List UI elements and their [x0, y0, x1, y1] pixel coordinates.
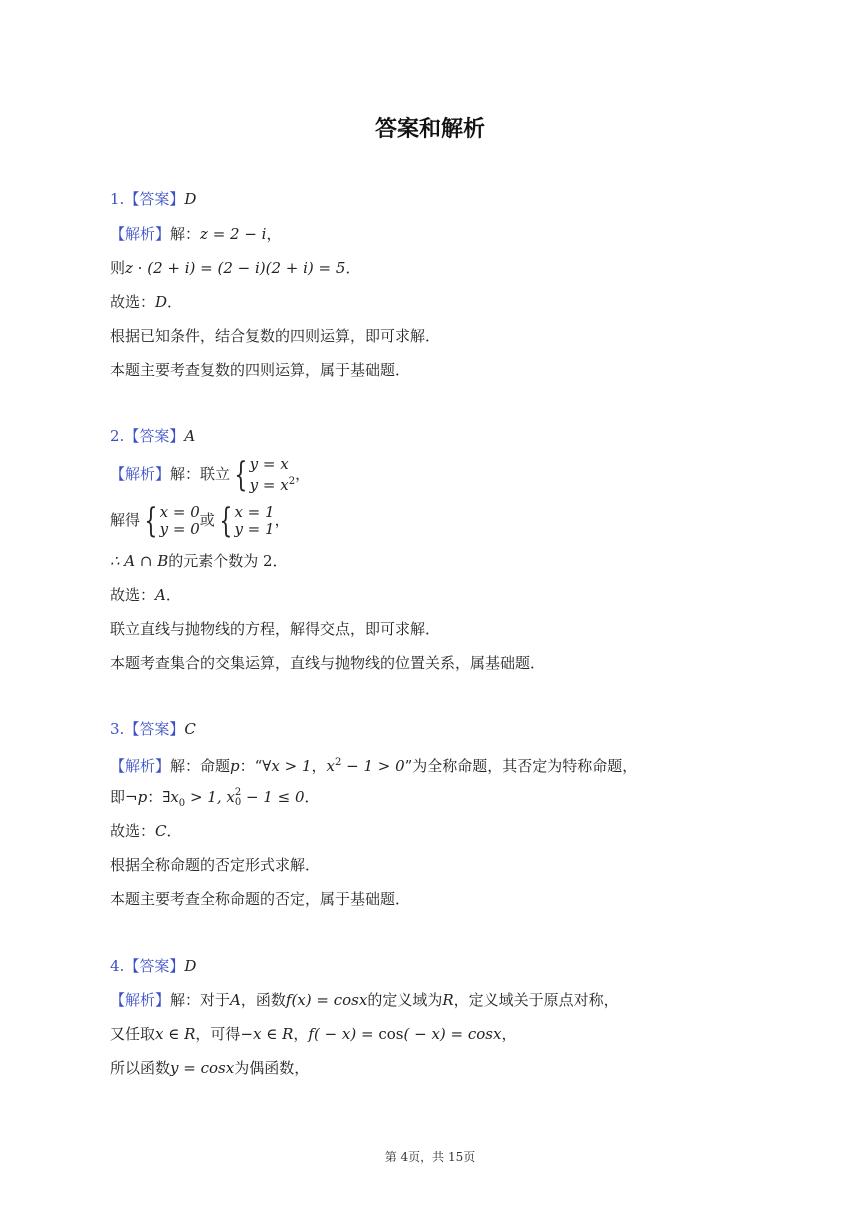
math: > 1,: [185, 788, 227, 806]
math: p: [137, 788, 148, 806]
q1-answer-line: [110, 189, 196, 209]
text: 解：对于: [170, 991, 231, 1009]
q2-analysis-line-4: [110, 585, 181, 605]
math: cos: [378, 1025, 404, 1043]
math: f(x) = cosx: [285, 991, 368, 1009]
text: 解得: [110, 511, 141, 529]
text: 解：联立: [170, 465, 231, 483]
q4-analysis-line-3: [110, 1058, 309, 1078]
superscript: 2: [234, 787, 242, 798]
text: ．: [165, 586, 181, 604]
text: 解：命题: [170, 757, 231, 775]
math: x: [326, 757, 335, 775]
math: y = x: [249, 476, 289, 494]
math: C: [155, 822, 167, 840]
superscript: 2: [288, 476, 296, 487]
q3-analysis-line-2: [110, 787, 320, 814]
math: z = 2 − i: [200, 225, 267, 243]
q2-answer-line: [110, 426, 195, 446]
q3-analysis-line-1: [110, 753, 637, 776]
math: x > 1: [271, 757, 312, 775]
math: R: [442, 991, 454, 1009]
text: 故选：: [110, 822, 156, 840]
math: ( − x) = cosx: [403, 1025, 502, 1043]
text: ，函数: [240, 991, 286, 1009]
math: p: [230, 757, 240, 775]
q2-analysis-line-6: 本题考查集合的交集运算，直线与抛物线的位置关系，属基础题．: [110, 654, 546, 672]
text: ，: [295, 465, 311, 483]
analysis-tag: 【解析】: [110, 225, 171, 243]
text: 为偶函数，: [234, 1059, 310, 1077]
equation-system: { x = 1 y = 1: [219, 501, 275, 541]
superscript: 2: [334, 757, 342, 768]
q1-analysis-line-2: [110, 258, 360, 278]
math: y = 0: [159, 520, 200, 538]
q4-analysis-line-1: [110, 990, 619, 1010]
math: x: [226, 788, 235, 806]
subscript: 0: [178, 798, 186, 809]
equation-system: { x = 0 y = 0: [144, 501, 200, 541]
math: − 1 > 0: [341, 757, 405, 775]
q3-analysis-line-3: [110, 821, 182, 841]
text: 即¬: [110, 788, 138, 806]
q1-analysis-line-1: [110, 224, 282, 244]
q3-analysis-line-5: 本题主要考查全称命题的否定，属于基础题．: [110, 890, 411, 908]
q1-analysis-line-5: 本题主要考查复数的四则运算，属于基础题．: [110, 361, 411, 379]
text: ，: [311, 757, 327, 775]
answer-tag: 【答案】: [124, 720, 185, 738]
q2-answer: A: [184, 427, 196, 445]
text: ，: [266, 225, 282, 243]
math: x = 1: [234, 503, 275, 521]
subscript: 0: [234, 797, 242, 808]
q2-analysis-line-3: [110, 551, 288, 571]
q2-analysis-line-1: [110, 456, 310, 494]
math: D: [155, 293, 168, 311]
answer-tag: 【答案】: [124, 427, 185, 445]
text: ，: [501, 1025, 517, 1043]
text: 所以函数: [110, 1059, 171, 1077]
q4-answer-line: [110, 956, 196, 976]
q2-analysis-line-5: 联立直线与抛物线的方程，解得交点，即可求解．: [110, 620, 441, 638]
analysis-tag: 【解析】: [110, 757, 171, 775]
math: f( − x) =: [308, 1025, 379, 1043]
q1-analysis-line-4: 根据已知条件，结合复数的四则运算，即可求解．: [110, 327, 441, 345]
q3-answer-line: [110, 719, 196, 739]
math: x = 0: [159, 503, 200, 521]
text: ．: [304, 788, 320, 806]
text: ”为全称命题，其否定为特称命题，: [404, 757, 638, 775]
equation-system: { y = x $y = x^2$: [234, 455, 296, 495]
q4-analysis-line-2: [110, 1024, 516, 1044]
math: −x ∈ R: [240, 1025, 294, 1043]
answer-tag: 【答案】: [124, 190, 185, 208]
text: ：∃: [147, 788, 171, 806]
math: x ∈ R: [155, 1025, 196, 1043]
text: 或: [199, 511, 215, 529]
math: y = 1: [234, 520, 275, 538]
text: 又任取: [110, 1025, 156, 1043]
q4-number: 4.: [110, 957, 125, 975]
math: ∴ A ∩ B: [110, 552, 169, 570]
text: ，定义域关于原点对称，: [453, 991, 619, 1009]
analysis-tag: 【解析】: [110, 991, 171, 1009]
text: 则: [110, 259, 126, 277]
text: ．: [345, 259, 361, 277]
math: y = x: [249, 455, 289, 473]
q3-number: 3.: [110, 720, 125, 738]
text: ：“∀: [239, 757, 272, 775]
text: 解：: [170, 225, 201, 243]
math: x: [170, 788, 179, 806]
text: 的定义域为: [367, 991, 443, 1009]
text: ，: [293, 1025, 309, 1043]
text: 的元素个数为 2．: [168, 552, 288, 570]
math: − 1 ≤ 0: [241, 788, 305, 806]
q4-answer: D: [184, 957, 197, 975]
q1-analysis-line-3: [110, 292, 182, 312]
text: ．: [166, 822, 182, 840]
text: 故选：: [110, 293, 156, 311]
text: ，可得: [195, 1025, 241, 1043]
q1-answer: D: [184, 190, 197, 208]
math: A: [230, 991, 241, 1009]
q2-number: 2.: [110, 427, 125, 445]
q1-number: 1.: [110, 190, 125, 208]
math: A: [155, 586, 166, 604]
text: ．: [167, 293, 183, 311]
q2-analysis-line-2: [110, 501, 290, 541]
q3-analysis-line-4: 根据全称命题的否定形式求解．: [110, 856, 321, 874]
math: y = cosx: [170, 1059, 235, 1077]
page-title: 答案和解析: [374, 117, 485, 142]
math: z · (2 + i) = (2 − i)(2 + i) = 5: [125, 259, 346, 277]
analysis-tag: 【解析】: [110, 465, 171, 483]
text: ，: [274, 511, 290, 529]
answer-tag: 【答案】: [124, 957, 185, 975]
text: 故选：: [110, 586, 156, 604]
page-footer: 第 4页，共 15页: [384, 1150, 476, 1164]
q3-answer: C: [184, 720, 196, 738]
